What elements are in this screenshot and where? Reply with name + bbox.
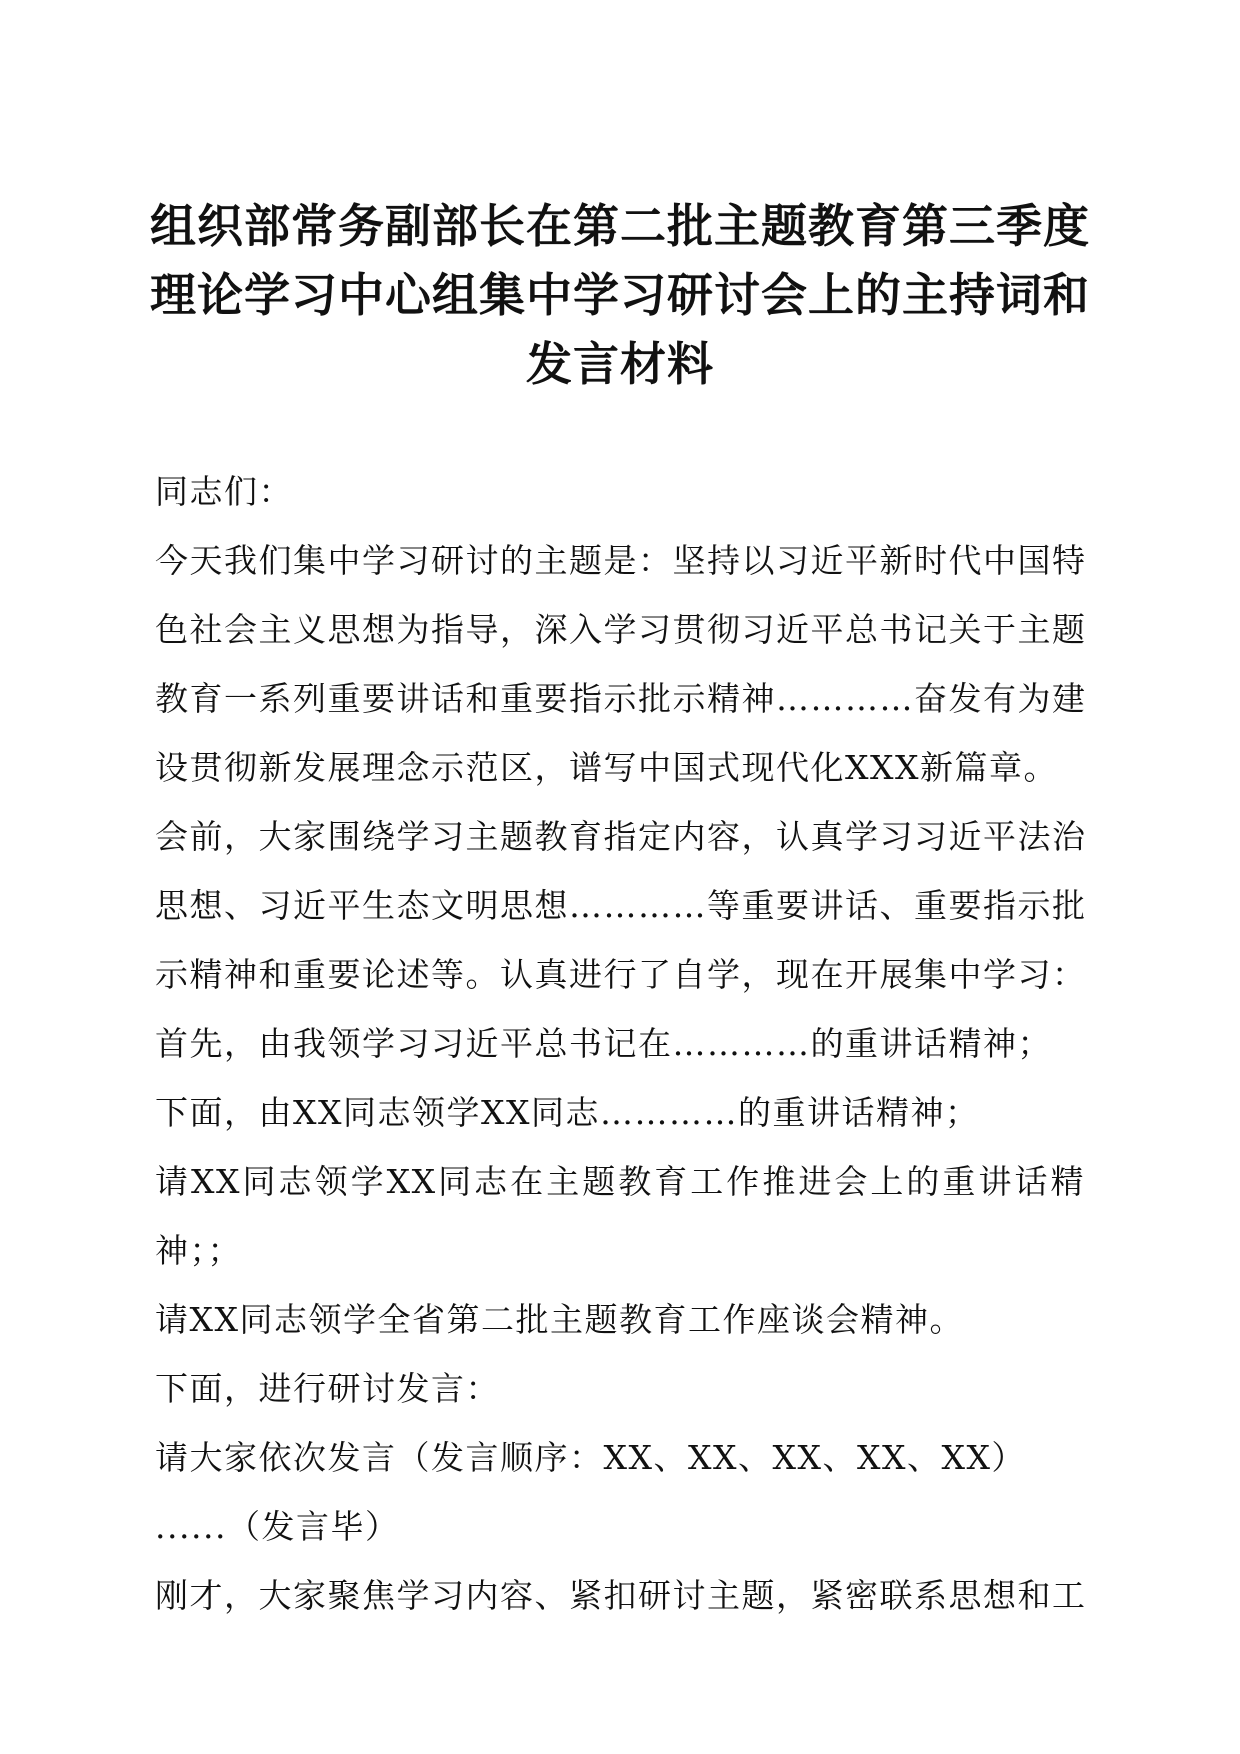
paragraph-line: 色社会主义思想为指导，深入学习贯彻习近平总书记关于主题 xyxy=(155,610,1087,649)
paragraph-line: 请XX同志领学XX同志在主题教育工作推进会上的重讲话精 xyxy=(155,1162,1085,1201)
title-line-1: 组织部常务副部长在第二批主题教育第三季度 xyxy=(150,199,1090,253)
document-body xyxy=(155,457,1085,1630)
paragraph-line: 神；； xyxy=(155,1231,242,1270)
paragraph-line: 刚才，大家聚焦学习内容、紧扣研讨主题，紧密联系思想和工 xyxy=(155,1576,1087,1615)
paragraph-line: 教育一系列重要讲话和重要指示批示精神…………奋发有为建 xyxy=(155,679,1087,718)
paragraph-line: 思想、习近平生态文明思想…………等重要讲话、重要指示批 xyxy=(155,886,1087,925)
title-line-3: 发言材料 xyxy=(526,337,714,391)
paragraph-line: 会前，大家围绕学习主题教育指定内容，认真学习习近平法治 xyxy=(155,817,1087,856)
paragraph-line: 下面，进行研讨发言： xyxy=(155,1369,500,1408)
paragraph-line: 设贯彻新发展理念示范区，谱写中国式现代化XXX新篇章。 xyxy=(155,748,1058,787)
paragraph-line: ......（发言毕） xyxy=(155,1507,400,1546)
paragraph-line: 首先，由我领学习习近平总书记在…………的重讲话精神； xyxy=(155,1024,1052,1063)
paragraph-line: 请大家依次发言（发言顺序：XX、XX、XX、XX、XX） xyxy=(155,1438,1026,1477)
paragraph-line: 下面，由XX同志领学XX同志…………的重讲话精神； xyxy=(155,1093,980,1132)
paragraph-line: 示精神和重要论述等。认真进行了自学，现在开展集中学习： xyxy=(155,955,1087,994)
document-title xyxy=(150,192,1090,399)
title-line-2: 理论学习中心组集中学习研讨会上的主持词和 xyxy=(150,268,1090,322)
salutation: 同志们： xyxy=(155,472,293,511)
paragraph-line: 今天我们集中学习研讨的主题是：坚持以习近平新时代中国特 xyxy=(155,541,1087,580)
paragraph-line: 请XX同志领学全省第二批主题教育工作座谈会精神。 xyxy=(155,1300,964,1339)
